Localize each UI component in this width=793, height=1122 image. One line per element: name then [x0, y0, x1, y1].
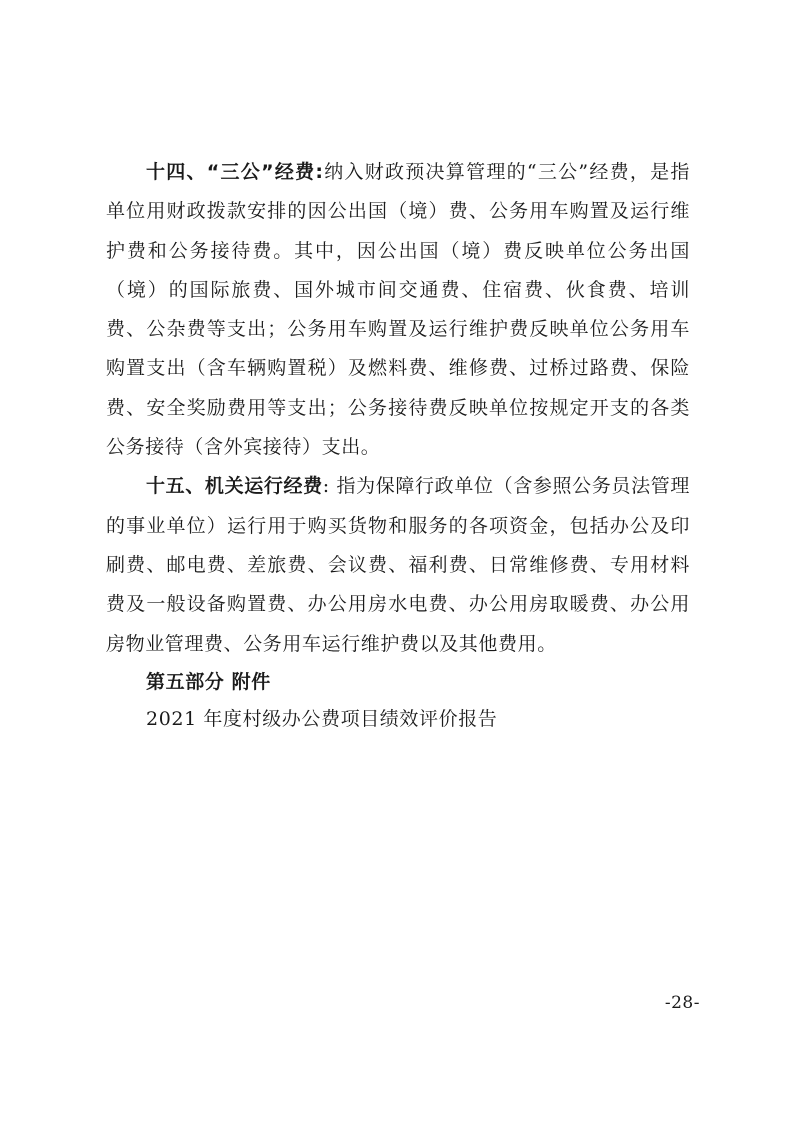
section-text: : 指为保障行政单位（含参照公务员法管理的事业单位）运行用于购买货物和服务的各项资金，包括办公及印刷费、邮电费、差旅费、会议费、福利费、日常维修费、专用材料费及一般设备购置费、办公用房水电费、办公用房取暖费、办公用房物业管理费、公务用车运行维护费以及其他费用。	[106, 475, 690, 655]
page-number: -28-	[664, 993, 700, 1013]
section-text: 纳入财政预决算管理的“三公”经费，是指单位用财政拨款安排的因公出国（境）费、公务用车购置及运行维护费和公务接待费。其中，因公出国（境）费反映单位公务出国（境）的国际旅费、国外城市间交通费、住宿费、伙食费、培训费、公杂费等支出；公务用车购置及运行维护费反映单位公务用车购置支出（含车辆购置税）及燃料费、维修费、过桥过路费、保险费、安全奖励费用等支出；公务接待费反映单位按规定开支的各类公务接待（含外宾接待）支出。	[106, 161, 691, 459]
document-body	[106, 153, 690, 738]
attachment-title: 2021 年度村级办公费项目绩效评价报告	[146, 707, 498, 730]
section-three-public-expenses	[106, 153, 690, 467]
part-heading: 第五部分 附件	[146, 670, 271, 693]
section-term: 十五、机关运行经费	[146, 475, 323, 498]
section-agency-operating-expenses	[106, 467, 690, 663]
section-term: 十四、“三公”经费:	[146, 161, 324, 183]
